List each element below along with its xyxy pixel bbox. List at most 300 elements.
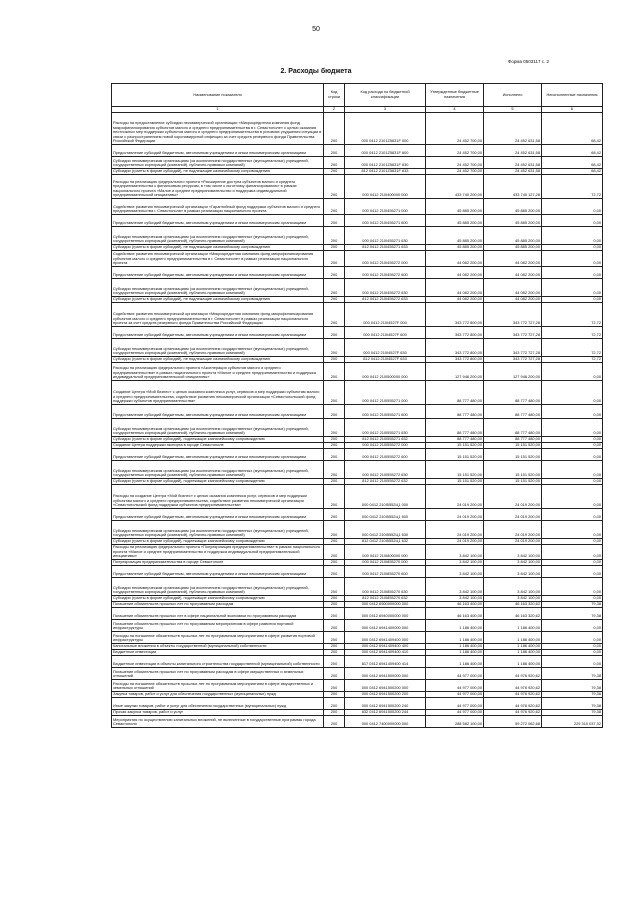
- cell-executed: 88 777 480,00: [484, 437, 542, 443]
- cell-class-code: 000 0412 7400000000 000: [345, 715, 426, 727]
- cell-executed: 24 019 200,00: [484, 521, 542, 539]
- cell-line-code: 200: [324, 485, 345, 509]
- cell-name: Субсидии некоммерческим организациям (за исключением государственных (муниципальных) учреждений, государственных корпораций (компаний), публично-правовых компаний): [112, 577, 324, 595]
- cell-line-code: 200: [324, 715, 345, 727]
- cell-class-code: 812 0412 210I555271 632: [345, 437, 426, 443]
- cell-class-code: 812 0412 2101Z5831F 633: [345, 169, 426, 175]
- cell-unexecuted: 0,00: [542, 443, 603, 449]
- cell-line-code: 200: [324, 461, 345, 479]
- table-row: [112, 215, 603, 227]
- cell-approved: 44 977 000,00: [426, 709, 484, 715]
- cell-name: Популяризация предпринимательства в городе Севастополе: [112, 559, 324, 565]
- cell-class-code: 812 0412 210I455272 633: [345, 297, 426, 303]
- cell-name: Предоставление субсидий бюджетным, автономным учреждениям и иным некоммерческим организациям: [112, 405, 324, 419]
- cell-unexecuted: 229 310 037,32: [542, 715, 603, 727]
- cell-name: Создание Центра поддержки экспорта в городе Севастополе: [112, 443, 324, 449]
- cell-approved: 45 885 200,00: [426, 215, 484, 227]
- table-row: [112, 697, 603, 709]
- cell-line-code: 200: [324, 199, 345, 215]
- cell-approved: 3 842 100,00: [426, 545, 484, 560]
- cell-executed: 88 777 480,00: [484, 381, 542, 405]
- cell-approved: 15 151 520,00: [426, 443, 484, 449]
- cell-approved: 88 777 480,00: [426, 405, 484, 419]
- cell-unexecuted: 0,00: [542, 449, 603, 461]
- header-unexecuted: Неисполненные назначения: [542, 84, 603, 107]
- cell-unexecuted: 0,00: [542, 199, 603, 215]
- cell-name: Субсидии (гранты в форме субсидий), не подлежащие казначейскому сопровождению: [112, 169, 324, 175]
- table-row: [112, 327, 603, 339]
- cell-unexecuted: 0,00: [542, 539, 603, 545]
- cell-executed: 45 885 200,00: [484, 199, 542, 215]
- cell-unexecuted: 0,00: [542, 509, 603, 521]
- cell-line-code: 200: [324, 437, 345, 443]
- cell-class-code: 000 0412 210I400000 000: [345, 175, 426, 199]
- cell-executed: 3 842 100,00: [484, 577, 542, 595]
- cell-name: Погашение обязательств прошлых лет по программным расходам: [112, 601, 324, 607]
- cell-executed: 45 885 200,00: [484, 227, 542, 245]
- cell-line-code: 200: [324, 169, 345, 175]
- cell-unexecuted: 0,00: [542, 485, 603, 509]
- cell-name: Субсидии (гранты в форме субсидий), подлежащие казначейскому сопровождению: [112, 437, 324, 443]
- cell-line-code: 200: [324, 303, 345, 327]
- cell-executed: 343 772 727,28: [484, 303, 542, 327]
- cell-name: Субсидии некоммерческим организациям (за исключением государственных (муниципальных) учреждений, государственных корпораций (компаний), публично-правовых компаний): [112, 339, 324, 357]
- cell-approved: 44 977 000,00: [426, 691, 484, 697]
- cell-line-code: 200: [324, 595, 345, 601]
- cell-approved: 1 186 400,00: [426, 655, 484, 667]
- cell-class-code: 000 0412 6941500200 200: [345, 691, 426, 697]
- cell-class-code: 000 0412 6940000000 000: [345, 607, 426, 619]
- cell-name: Субсидии некоммерческим организациям (за исключением государственных (муниципальных) учреждений, государственных корпораций (компаний), публично-правовых компаний): [112, 521, 324, 539]
- cell-executed: 3 842 100,00: [484, 565, 542, 577]
- cell-unexecuted: 79,38: [542, 667, 603, 679]
- table-row: [112, 419, 603, 437]
- cell-executed: 44 082 200,00: [484, 297, 542, 303]
- cell-name: Предоставление субсидий бюджетным, автономным учреждениям и иным некоммерческим организациям: [112, 145, 324, 157]
- table-row: [112, 405, 603, 419]
- cell-name: Создание Центра «Мой бизнес» с целью оказания комплекса услуг, сервисов и мер поддержки субъектам малого и среднего предпринимательства, содействие развитию некоммерческой организации «Севастопольский фонд поддержки субъектов предпринимательства»: [112, 381, 324, 405]
- cell-class-code: 000 0412 210I455271 600: [345, 215, 426, 227]
- cell-executed: 45 885 200,00: [484, 215, 542, 227]
- cell-name: Субсидии (гранты в форме субсидий), не подлежащие казначейскому сопровождению: [112, 297, 324, 303]
- cell-name: Субсидии (гранты в форме субсидий), подлежащие казначейскому сопровождению: [112, 595, 324, 601]
- cell-line-code: 200: [324, 709, 345, 715]
- cell-unexecuted: 0,00: [542, 643, 603, 649]
- cell-class-code: 000 0412 6941409400 400: [345, 643, 426, 649]
- cell-executed: 15 151 520,00: [484, 461, 542, 479]
- table-row: [112, 267, 603, 279]
- cell-line-code: 200: [324, 691, 345, 697]
- cell-name: Содействие развитию некоммерческой организации «Микрокредитная компания фонд микрофинансирования субъектов малого и среднего предпринимательства в г. Севастополе» в рамках реализации национального проекта: [112, 251, 324, 267]
- table-row: [112, 715, 603, 727]
- cell-unexecuted: 0,00: [542, 559, 603, 565]
- cell-unexecuted: 68,42: [542, 145, 603, 157]
- cell-unexecuted: 0,00: [542, 363, 603, 381]
- cell-class-code: 000 0412 6941500000 000: [345, 667, 426, 679]
- cell-approved: 24 019 200,00: [426, 485, 484, 509]
- cell-line-code: 200: [324, 559, 345, 565]
- cell-name: Погашение обязательств прошлых лет по программным мероприятиям в сфере развития портовой инфраструктуры: [112, 619, 324, 631]
- cell-unexecuted: 79,38: [542, 679, 603, 691]
- cell-class-code: 812 0412 210I4527F 633: [345, 357, 426, 363]
- cell-approved: 3 842 100,00: [426, 559, 484, 565]
- cell-class-code: 000 0412 210I455272 630: [345, 279, 426, 297]
- header-name: Наименование показателя: [112, 84, 324, 107]
- table-row: [112, 279, 603, 297]
- cell-executed: 15 151 520,00: [484, 443, 542, 449]
- cell-unexecuted: 68,42: [542, 157, 603, 169]
- cell-line-code: 200: [324, 443, 345, 449]
- cell-executed: 44 082 200,00: [484, 267, 542, 279]
- cell-executed: 44 976 920,62: [484, 667, 542, 679]
- cell-class-code: 812 0412 210I855270 632: [345, 595, 426, 601]
- cell-class-code: 000 0412 210I5552Ц1 600: [345, 509, 426, 521]
- cell-line-code: 200: [324, 545, 345, 560]
- cell-class-code: 832 0412 6941500200 244: [345, 709, 426, 715]
- table-row: [112, 509, 603, 521]
- cell-line-code: 200: [324, 227, 345, 245]
- cell-executed: 15 151 520,00: [484, 449, 542, 461]
- cell-class-code: 000 0412 2101Z5831F 000: [345, 113, 426, 145]
- cell-line-code: 200: [324, 251, 345, 267]
- cell-unexecuted: 0,00: [542, 595, 603, 601]
- cell-name: Предоставление субсидий бюджетным, автономным учреждениям и иным некоммерческим организациям: [112, 449, 324, 461]
- cell-unexecuted: 0,00: [542, 227, 603, 245]
- cell-name: Расходы на погашение обязательств прошлых лет по программным мероприятиям в сфере развития портовой инфраструктуры: [112, 631, 324, 643]
- cell-class-code: 000 0412 6941400000 000: [345, 619, 426, 631]
- cell-name: Предоставление субсидий бюджетным, автономным учреждениям и иным некоммерческим организациям: [112, 509, 324, 521]
- cell-name: Расходы на реализацию федерального проекта «Расширение доступа субъектов малого и среднего предпринимательства к финансовым ресурсам, в том числе к льготному финансированию» в рамках национального проекта «Малое и среднее предпринимательство и поддержка индивидуальной предпринимательской инициативы»: [112, 175, 324, 199]
- cell-unexecuted: 0,00: [542, 545, 603, 560]
- table-row: [112, 619, 603, 631]
- cell-line-code: 200: [324, 479, 345, 485]
- table-row: [112, 363, 603, 381]
- cell-unexecuted: 0,00: [542, 655, 603, 667]
- cell-executed: 46 163 320,62: [484, 607, 542, 619]
- cell-executed: 24 019 200,00: [484, 539, 542, 545]
- cell-line-code: 200: [324, 419, 345, 437]
- cell-unexecuted: 0,00: [542, 215, 603, 227]
- cell-class-code: 000 0412 210I455272 600: [345, 267, 426, 279]
- cell-approved: 1 186 400,00: [426, 643, 484, 649]
- cell-executed: 3 842 100,00: [484, 595, 542, 601]
- cell-line-code: 200: [324, 245, 345, 251]
- cell-executed: 3 842 100,00: [484, 545, 542, 560]
- cell-approved: 24 452 700,00: [426, 145, 484, 157]
- column-number: 6: [542, 107, 603, 113]
- cell-name: Капитальные вложения в объекты государственной (муниципальной) собственности: [112, 643, 324, 649]
- column-number: 4: [426, 107, 484, 113]
- cell-approved: 46 163 400,00: [426, 607, 484, 619]
- cell-class-code: 000 0412 2101Z5831F 630: [345, 157, 426, 169]
- table-row: [112, 381, 603, 405]
- cell-name: Расходы на реализацию федерального проекта «Акселерация субъектов малого и среднего предпринимательства» в рамках национального проекта «Малое и среднее предпринимательство и поддержка индивидуальной предпринимательской инициативы»: [112, 363, 324, 381]
- cell-executed: 24 452 631,58: [484, 113, 542, 145]
- cell-executed: 343 772 727,28: [484, 339, 542, 357]
- cell-line-code: 200: [324, 157, 345, 169]
- column-number: 2: [324, 107, 345, 113]
- cell-approved: 3 842 100,00: [426, 595, 484, 601]
- cell-line-code: 200: [324, 509, 345, 521]
- cell-line-code: 200: [324, 339, 345, 357]
- cell-unexecuted: 0,00: [542, 267, 603, 279]
- cell-executed: 44 976 920,62: [484, 691, 542, 697]
- cell-executed: 1 186 400,00: [484, 655, 542, 667]
- cell-class-code: 812 0412 210I455271 633: [345, 245, 426, 251]
- cell-executed: 1 186 400,00: [484, 631, 542, 643]
- cell-approved: 44 082 200,00: [426, 267, 484, 279]
- cell-class-code: 000 0412 210I555271 630: [345, 419, 426, 437]
- cell-approved: 24 452 700,00: [426, 169, 484, 175]
- cell-unexecuted: 79,38: [542, 697, 603, 709]
- cell-class-code: 817 0412 6941409400 414: [345, 655, 426, 667]
- cell-executed: 44 976 920,62: [484, 697, 542, 709]
- cell-approved: 127 946 200,00: [426, 363, 484, 381]
- cell-approved: 288 582 100,00: [426, 715, 484, 727]
- cell-class-code: 000 0412 210I855270 600: [345, 565, 426, 577]
- cell-name: Погашение обязательств прошлых лет по программным расходам в сфере имущественных и земельных отношений: [112, 667, 324, 679]
- table-row: [112, 303, 603, 327]
- table-header: [112, 84, 603, 107]
- cell-unexecuted: 0,00: [542, 251, 603, 267]
- cell-line-code: 200: [324, 577, 345, 595]
- cell-approved: 24 019 200,00: [426, 521, 484, 539]
- cell-approved: 24 019 200,00: [426, 509, 484, 521]
- cell-class-code: 000 0412 210I500000 000: [345, 363, 426, 381]
- cell-name: Расходы на реализацию федерального проекта «Популяризация предпринимательства» в рамках национального проекта «Малое и среднее предпринимательство и поддержка индивидуальной предпринимательской инициативы»: [112, 545, 324, 560]
- cell-approved: 44 082 200,00: [426, 297, 484, 303]
- cell-unexecuted: 79,38: [542, 601, 603, 607]
- cell-name: Мероприятия по осуществлению капитальных вложений, не включенные в государственные программы города Севастополя: [112, 715, 324, 727]
- table-row: [112, 679, 603, 691]
- cell-name: Содействие развитию некоммерческой организации «Микрокредитная компания фонд микрофинансирования субъектов малого и среднего предпринимательства в г. Севастополе» в рамках реализации национального проекта за счет средств резервного фонда Правительства Российской Федерации: [112, 303, 324, 327]
- cell-class-code: 812 0412 210I555272 632: [345, 479, 426, 485]
- cell-line-code: 200: [324, 649, 345, 655]
- cell-class-code: 000 0412 210I555271 600: [345, 405, 426, 419]
- table-row: [112, 339, 603, 357]
- cell-unexecuted: 0,00: [542, 245, 603, 251]
- cell-line-code: 200: [324, 539, 345, 545]
- cell-approved: 343 772 800,00: [426, 327, 484, 339]
- cell-line-code: 200: [324, 405, 345, 419]
- cell-approved: 1 186 400,00: [426, 619, 484, 631]
- cell-name: Предоставление субсидий бюджетным, автономным учреждениям и иным некоммерческим организациям: [112, 327, 324, 339]
- cell-name: Расходы на погашение обязательств прошлых лет по программным мероприятиям в сфере имущественных и земельных отношений: [112, 679, 324, 691]
- cell-line-code: 200: [324, 113, 345, 145]
- cell-executed: 46 163 320,62: [484, 601, 542, 607]
- cell-name: Прочая закупка товаров, работ и услуг: [112, 709, 324, 715]
- cell-executed: 15 151 520,00: [484, 479, 542, 485]
- cell-line-code: 200: [324, 357, 345, 363]
- table-row: [112, 145, 603, 157]
- cell-executed: 44 976 920,62: [484, 709, 542, 715]
- cell-class-code: 000 0412 210I5552Ц1 630: [345, 521, 426, 539]
- header-executed: Исполнено: [484, 84, 542, 107]
- cell-executed: 45 885 200,00: [484, 245, 542, 251]
- cell-line-code: 200: [324, 449, 345, 461]
- cell-executed: 24 452 631,58: [484, 169, 542, 175]
- cell-unexecuted: 72,72: [542, 327, 603, 339]
- cell-class-code: 000 0412 2101Z5831F 600: [345, 145, 426, 157]
- table-row: [112, 175, 603, 199]
- cell-executed: 24 019 200,00: [484, 485, 542, 509]
- cell-approved: 88 777 480,00: [426, 437, 484, 443]
- header-line-code: Код строки: [324, 84, 345, 107]
- cell-unexecuted: 79,38: [542, 709, 603, 715]
- cell-line-code: 200: [324, 279, 345, 297]
- form-code: Форма 0503117 с. 2: [508, 59, 549, 64]
- cell-approved: 343 772 800,00: [426, 339, 484, 357]
- cell-approved: 44 977 000,00: [426, 697, 484, 709]
- cell-line-code: 200: [324, 619, 345, 631]
- cell-name: Субсидии (гранты в форме субсидий), не подлежащие казначейскому сопровождению: [112, 245, 324, 251]
- cell-approved: 15 151 520,00: [426, 461, 484, 479]
- cell-unexecuted: 72,72: [542, 357, 603, 363]
- cell-line-code: 200: [324, 381, 345, 405]
- cell-unexecuted: 0,00: [542, 565, 603, 577]
- cell-unexecuted: 0,00: [542, 297, 603, 303]
- cell-class-code: 000 0412 210I555272 600: [345, 449, 426, 461]
- cell-class-code: 000 0412 210I555272 000: [345, 443, 426, 449]
- cell-executed: 1 186 400,00: [484, 643, 542, 649]
- cell-approved: 45 885 200,00: [426, 245, 484, 251]
- table-row: [112, 577, 603, 595]
- cell-executed: 127 946 200,00: [484, 363, 542, 381]
- cell-approved: 15 151 520,00: [426, 479, 484, 485]
- cell-name: Субсидии некоммерческим организациям (за исключением государственных (муниципальных) учреждений, государственных корпораций (компаний), публично-правовых компаний): [112, 461, 324, 479]
- cell-class-code: 000 0412 210I855270 000: [345, 559, 426, 565]
- cell-approved: 1 186 400,00: [426, 649, 484, 655]
- cell-class-code: 000 0412 210I4527F 600: [345, 327, 426, 339]
- cell-executed: 24 019 200,00: [484, 509, 542, 521]
- cell-class-code: 000 0412 210I800000 000: [345, 545, 426, 560]
- cell-approved: 343 772 800,00: [426, 357, 484, 363]
- cell-unexecuted: 0,00: [542, 577, 603, 595]
- column-number: 3: [345, 107, 426, 113]
- cell-approved: 88 777 480,00: [426, 381, 484, 405]
- cell-name: Предоставление субсидий бюджетным, автономным учреждениям и иным некоммерческим организациям: [112, 267, 324, 279]
- cell-name: Погашение обязательств прошлых лет в сфере национальной экономики по программным расходам: [112, 607, 324, 619]
- cell-name: Расходы на предоставление субсидии некоммерческой организации «Микрокредитная компания фонд микрофинансирования субъектов малого и среднего предпринимательства в г. Севастополе» с целью оказания неотложных мер поддержки субъектов малого и среднего предпринимательства в условиях ухудшения ситуации в связи с распространением новой коронавирусной инфекции за счет средств резервного фонда Правительства Российской Федерации: [112, 113, 324, 145]
- cell-name: Субсидии (гранты в форме субсидий), подлежащие казначейскому сопровождению: [112, 539, 324, 545]
- cell-unexecuted: 0,00: [542, 649, 603, 655]
- table-row: [112, 631, 603, 643]
- cell-name: Бюджетные инвестиции в объекты капитального строительства государственной (муниципальной) собственности: [112, 655, 324, 667]
- cell-class-code: 000 0412 210I4527F 000: [345, 303, 426, 327]
- table-row: [112, 667, 603, 679]
- cell-executed: 24 452 631,58: [484, 145, 542, 157]
- cell-line-code: 200: [324, 679, 345, 691]
- cell-class-code: 000 0412 210I555271 000: [345, 381, 426, 405]
- table-row: [112, 449, 603, 461]
- table-row: [112, 607, 603, 619]
- cell-executed: 343 772 727,28: [484, 357, 542, 363]
- cell-name: Субсидии некоммерческим организациям (за исключением государственных (муниципальных) учреждений, государственных корпораций (компаний), публично-правовых компаний): [112, 279, 324, 297]
- cell-approved: 45 885 200,00: [426, 199, 484, 215]
- cell-line-code: 200: [324, 667, 345, 679]
- cell-class-code: 000 0412 210I455271 630: [345, 227, 426, 245]
- cell-class-code: 000 0412 6941500200 240: [345, 697, 426, 709]
- cell-line-code: 200: [324, 521, 345, 539]
- expenses-table: [111, 83, 603, 728]
- cell-name: Субсидии (гранты в форме субсидий), подлежащие казначейскому сопровождению: [112, 479, 324, 485]
- table-row: [112, 545, 603, 560]
- cell-executed: 343 772 727,28: [484, 327, 542, 339]
- column-number: 1: [112, 107, 324, 113]
- section-title: 2. Расходы бюджета: [280, 68, 352, 75]
- cell-approved: 433 740 200,00: [426, 175, 484, 199]
- cell-line-code: 200: [324, 607, 345, 619]
- cell-unexecuted: 0,00: [542, 479, 603, 485]
- cell-unexecuted: 0,00: [542, 419, 603, 437]
- cell-executed: 44 976 920,62: [484, 679, 542, 691]
- cell-approved: 3 842 100,00: [426, 577, 484, 595]
- cell-approved: 15 151 520,00: [426, 449, 484, 461]
- cell-class-code: 000 0412 6941500200 000: [345, 679, 426, 691]
- cell-executed: 433 740 127,28: [484, 175, 542, 199]
- cell-approved: 44 082 200,00: [426, 251, 484, 267]
- cell-executed: 3 842 100,00: [484, 559, 542, 565]
- cell-executed: 24 452 631,58: [484, 157, 542, 169]
- table-row: [112, 199, 603, 215]
- cell-line-code: 200: [324, 643, 345, 649]
- cell-name: Расходы на создание Центра «Мой бизнес» с целью оказания комплекса услуг, сервисов и мер поддержки субъектам малого и среднего предпринимательства, содействие развитию некоммерческой организации «Севастопольский фонд поддержки субъектов предпринимательства»: [112, 485, 324, 509]
- table-row: [112, 157, 603, 169]
- cell-unexecuted: 0,00: [542, 405, 603, 419]
- cell-line-code: 200: [324, 327, 345, 339]
- cell-class-code: 000 0412 210I5552Ц1 000: [345, 485, 426, 509]
- cell-name: Субсидии некоммерческим организациям (за исключением государственных (муниципальных) учреждений, государственных корпораций (компаний), публично-правовых компаний): [112, 419, 324, 437]
- cell-executed: 88 777 480,00: [484, 419, 542, 437]
- cell-executed: 88 777 480,00: [484, 405, 542, 419]
- cell-unexecuted: 0,00: [542, 461, 603, 479]
- cell-unexecuted: 79,38: [542, 691, 603, 697]
- cell-approved: 45 885 200,00: [426, 227, 484, 245]
- cell-name: Содействие развитию некоммерческой организации «Гарантийный фонд поддержки субъектов малого и среднего предпринимательства г. Севастополя» в рамках реализации национального проекта: [112, 199, 324, 215]
- cell-approved: 24 452 700,00: [426, 113, 484, 145]
- cell-name: Субсидии некоммерческим организациям (за исключением государственных (муниципальных) учреждений, государственных корпораций (компаний), публично-правовых компаний): [112, 157, 324, 169]
- cell-approved: 24 452 700,00: [426, 157, 484, 169]
- cell-line-code: 200: [324, 655, 345, 667]
- cell-unexecuted: 0,00: [542, 521, 603, 539]
- cell-unexecuted: 72,72: [542, 175, 603, 199]
- cell-line-code: 200: [324, 175, 345, 199]
- cell-line-code: 200: [324, 631, 345, 643]
- cell-approved: 44 082 200,00: [426, 279, 484, 297]
- cell-line-code: 200: [324, 363, 345, 381]
- cell-approved: 44 977 000,00: [426, 667, 484, 679]
- cell-line-code: 200: [324, 215, 345, 227]
- cell-unexecuted: 68,42: [542, 169, 603, 175]
- cell-executed: 59 272 062,68: [484, 715, 542, 727]
- cell-line-code: 200: [324, 145, 345, 157]
- cell-unexecuted: 0,00: [542, 619, 603, 631]
- cell-line-code: 200: [324, 697, 345, 709]
- cell-executed: 44 082 200,00: [484, 279, 542, 297]
- cell-name: Предоставление субсидий бюджетным, автономным учреждениям и иным некоммерческим организациям: [112, 215, 324, 227]
- table-row: [112, 521, 603, 539]
- cell-unexecuted: 0,00: [542, 381, 603, 405]
- table-row: [112, 655, 603, 667]
- cell-class-code: 000 0412 210I555272 630: [345, 461, 426, 479]
- cell-class-code: 812 0412 210I5552Ц1 632: [345, 539, 426, 545]
- cell-unexecuted: 0,00: [542, 279, 603, 297]
- cell-approved: 1 186 400,00: [426, 631, 484, 643]
- cell-approved: 88 777 480,00: [426, 419, 484, 437]
- cell-name: Иные закупки товаров, работ и услуг для обеспечения государственных (муниципальных) нужд: [112, 697, 324, 709]
- cell-unexecuted: 0,00: [542, 631, 603, 643]
- table-row: [112, 227, 603, 245]
